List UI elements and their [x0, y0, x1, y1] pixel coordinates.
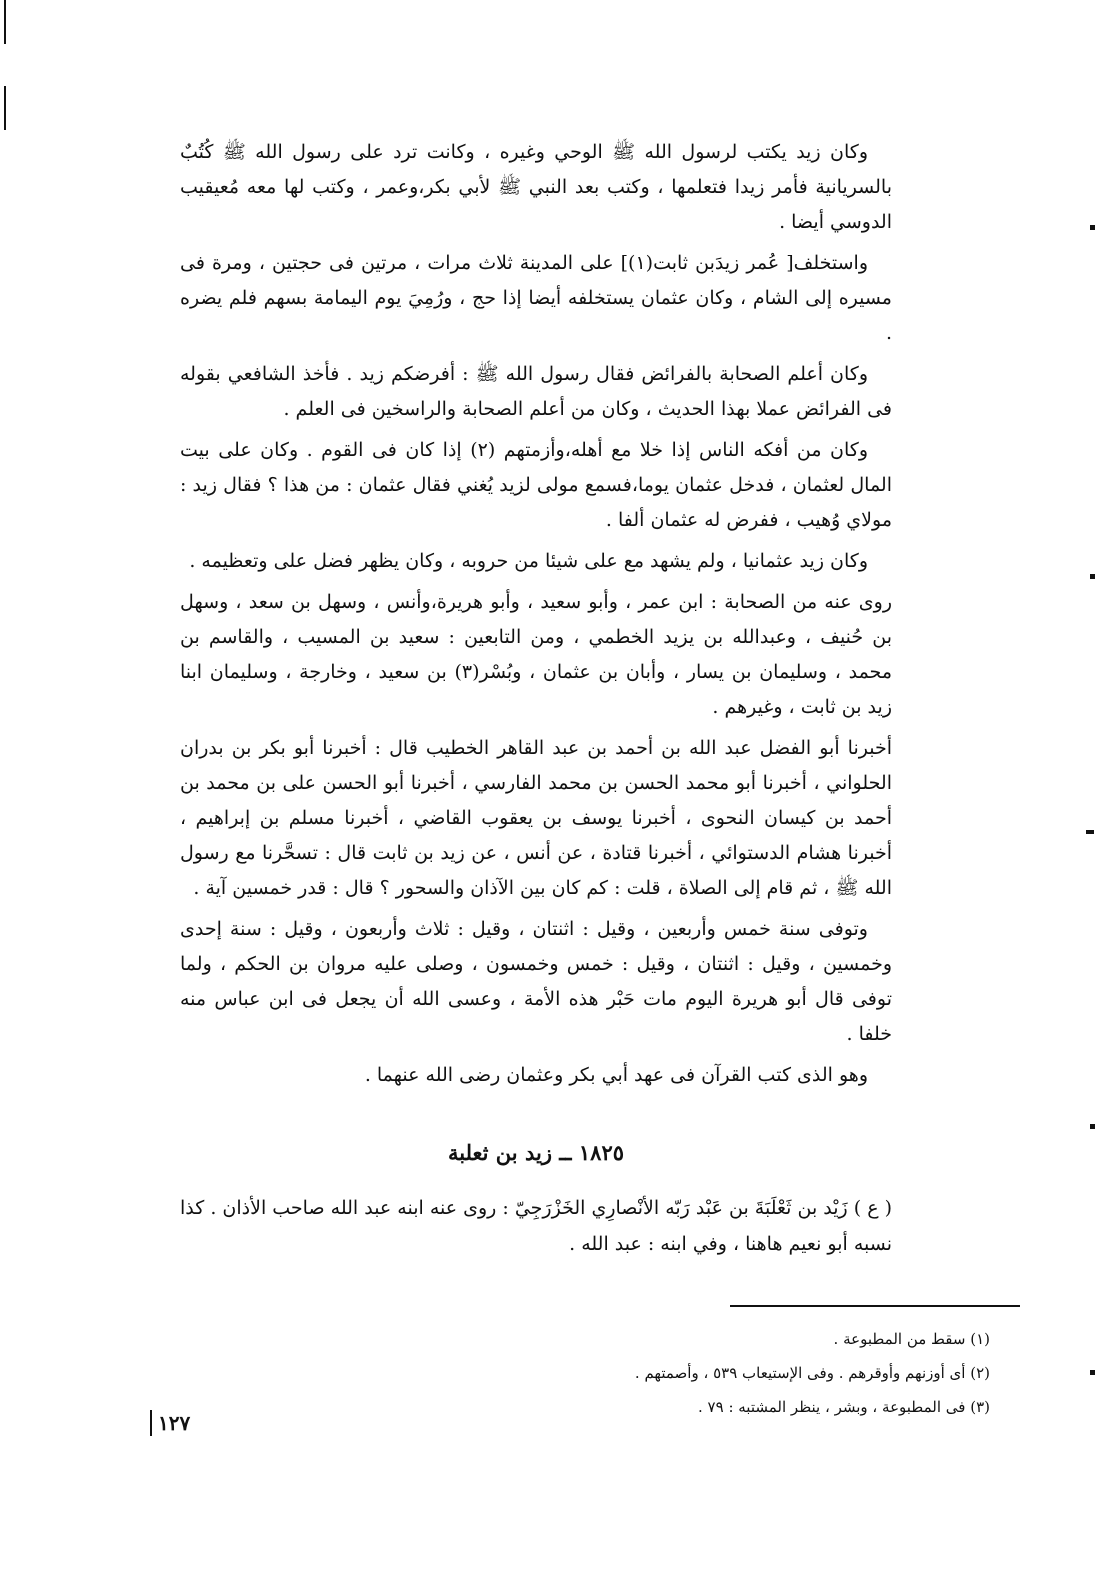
footnotes	[520, 1322, 990, 1424]
main-text	[180, 135, 892, 1099]
paragraph-deputy: واستخلف[ عُمر زيدَبن ثابت(١)] على المدينة ثلاث مرات ، مرتين فى حجتين ، ومرة فى مسيره إلى الشام ، وكان عثمان يستخلفه أيضا إذا حج ، ورُمِيَ يوم اليمامة بسهم فلم يضره .	[180, 252, 892, 344]
footnote-3: (٣) فى المطبوعة ، وبشر ، ينظر المشتبه : ٧٩ .	[698, 1398, 990, 1416]
margin-mark-3	[1086, 830, 1094, 834]
margin-mark-4	[1090, 1124, 1095, 1129]
entry-heading: ١٨٢٥ ــ زيد بن ثعلبة	[447, 1140, 625, 1165]
paragraph-uthmani: وكان زيد عثمانيا ، ولم يشهد مع على شيئا من حروبه ، وكان يظهر فضل على وتعظيمه .	[189, 550, 868, 572]
footnote-1: (١) سقط من المطبوعة .	[833, 1330, 990, 1348]
margin-mark-2	[1090, 574, 1095, 579]
paragraph-inheritance: وكان أعلم الصحابة بالفرائض فقال رسول الله ﷺ : أفرضكم زيد . فأخذ الشافعي بقوله فى الفرائض عملا بهذا الحديث ، وكان من أعلم الصحابة والراسخين فى العلم .	[180, 363, 892, 420]
paragraph-quran: وهو الذى كتب القرآن فى عهد أبي بكر وعثمان رضى الله عنهما .	[364, 1064, 868, 1086]
scan-edge-mark-top	[4, 0, 6, 44]
entry-text: ( ع ) زَيْد بن ثَعْلَبَةَ بن عَبْد رَبّه الأنْصارِي الخَزْرَجِيّ : روى عنه ابنه عبد الله صاحب الأذان . كذا نسبه أبو نعيم هاهنا ، وفي ابنه : عبد الله .	[180, 1197, 892, 1255]
paragraph-narrators: روى عنه من الصحابة : ابن عمر ، وأبو سعيد ، وأبو هريرة،وأنس ، وسهل بن سعد ، وسهل بن حُنيف ، وعبدالله بن يزيد الخطمي ، ومن التابعين : سعيد بن المسيب ، والقاسم بن محمد ، وسليمان بن يسار ، وأبان بن عثمان ، وبُسْر(٣) بن سعيد ، وخارجة ، وسليمان ابنا زيد بن ثابت ، وغيرهم .	[180, 591, 892, 718]
margin-mark-1	[1090, 225, 1095, 230]
paragraph-scribe: وكان زيد يكتب لرسول الله ﷺ الوحي وغيره ، وكانت ترد على رسول الله ﷺ كُتُبٌ بالسريانية فأمر زيدا فتعلمها ، وكتب بعد النبي ﷺ لأبي بكر،وعمر ، وكتب لها معه مُعيقيب الدوسي أيضا .	[180, 141, 892, 233]
page-number: ١٢٧	[150, 1410, 190, 1436]
paragraph-hadith-chain: أخبرنا أبو الفضل عبد الله بن أحمد بن عبد القاهر الخطيب قال : أخبرنا أبو بكر بن بدران الحلواني ، أخبرنا أبو محمد الحسن بن محمد الفارسي ، أخبرنا أبو الحسن على بن محمد بن أحمد بن كيسان النحوى ، أخبرنا يوسف بن يعقوب القاضي ، أخبرنا مسلم بن إبراهيم ، أخبرنا هشام الدستوائي ، أخبرنا قتادة ، عن أنس ، عن زيد بن ثابت قال : تسحَّرنا مع رسول الله ﷺ ، ثم قام إلى الصلاة ، قلت : كم كان بين الآذان والسحور ؟ قال : قدر خمسين آية .	[180, 737, 892, 899]
paragraph-humor: وكان من أفكه الناس إذا خلا مع أهله،وأزمتهم (٢) إذا كان فى القوم . وكان على بيت المال لعثمان ، فدخل عثمان يوما،فسمع مولى لزيد يُغني فقال عثمان : من هذا ؟ فقال زيد : مولاي وُهيب ، ففرض له عثمان ألفا .	[180, 439, 892, 531]
footnote-divider	[730, 1305, 1020, 1307]
paragraph-death: وتوفى سنة خمس وأربعين ، وقيل : اثنتان ، وقيل : ثلاث وأربعون ، وقيل : سنة إحدى وخمسين ، وقيل : اثنتان ، وقيل : خمس وخمسون ، وصلى عليه مروان بن الحكم ، ولما توفى قال أبو هريرة اليوم مات حَبْر هذه الأمة ، وعسى الله أن يجعل فى ابن عباس منه خلفا .	[180, 918, 892, 1045]
footnote-2: (٢) أى أوزنهم وأوقرهم . وفى الإستيعاب ٥٣٩ ، وأصمتهم .	[634, 1364, 990, 1382]
margin-mark-5	[1090, 1370, 1095, 1375]
scan-edge-mark-middle	[4, 86, 6, 130]
